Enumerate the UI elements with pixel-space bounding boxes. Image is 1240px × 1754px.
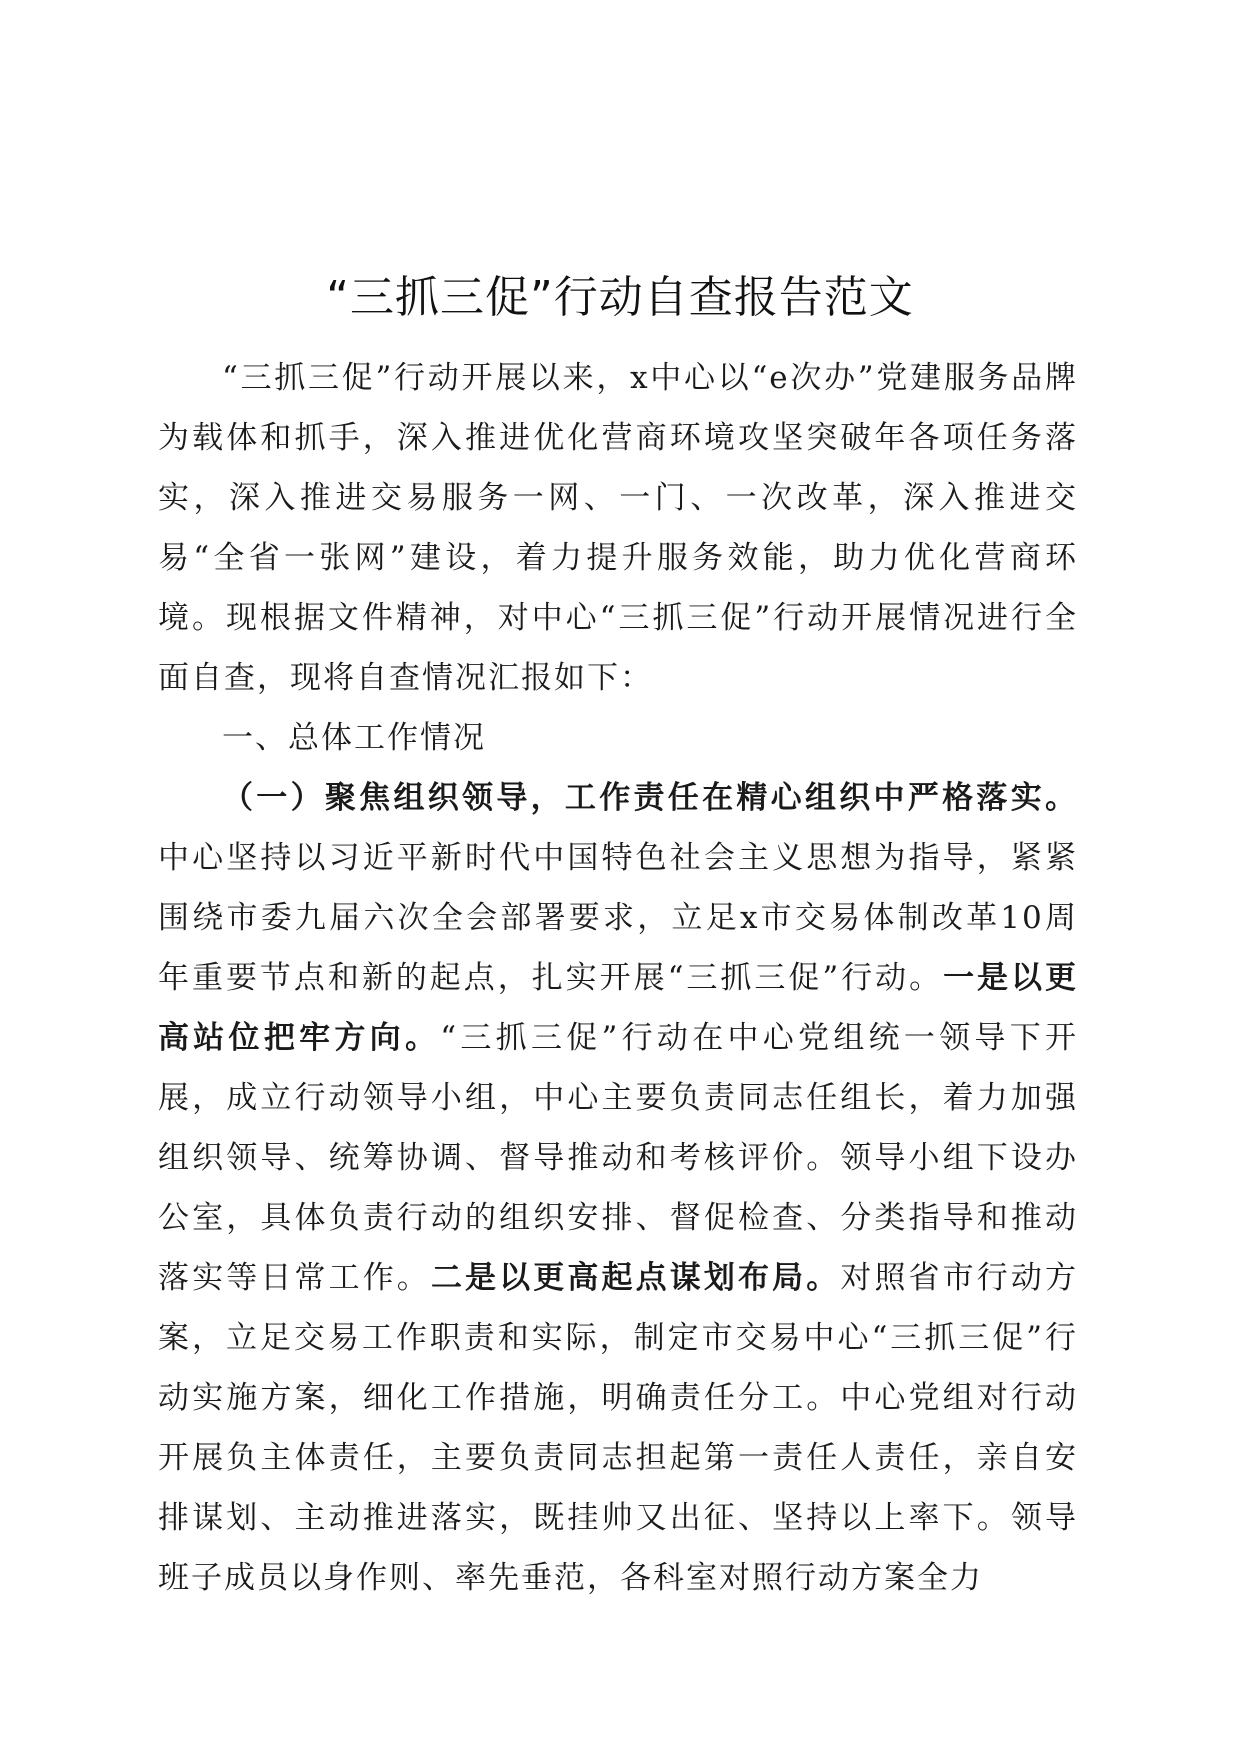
point-1-lead: 一是以更高站位把牢方向。: [158, 960, 1078, 1056]
document-title: “三抓三促”行动自查报告范文: [326, 272, 914, 323]
subsection-text: 中心坚持以习近平新时代中国特色社会主义思想为指导，紧紧围绕市委九届六次全会部署要求，立足x市交易体制改革10周年重要节点和新的起点，扎实开展“三抓三促”行动。: [158, 840, 1078, 996]
subsection-paragraph: [158, 768, 1078, 1608]
point-2-lead: 二是以更高起点谋划布局。: [430, 1260, 841, 1296]
intro-paragraph: “三抓三促”行动开展以来，x中心以“e次办”党建服务品牌为载体和抓手，深入推进优化营商环境攻坚突破年各项任务落实，深入推进交易服务一网、一门、一次改革，深入推进交易“全省一张网”建设，着力提升服务效能，助力优化营商环境。现根据文件精神，对中心“三抓三促”行动开展情况进行全面自查，现将自查情况汇报如下：: [158, 360, 1078, 696]
subsection-heading: （一）聚焦组织领导，工作责任在精心组织中严格落实。: [222, 780, 1078, 816]
section-heading: 一、总体工作情况: [222, 720, 486, 756]
point-1-text: “三抓三促”行动在中心党组统一领导下开展，成立行动领导小组，中心主要负责同志任组长，着力加强组织领导、统筹协调、督导推动和考核评价。领导小组下设办公室，具体负责行动的组织安排、督促检查、分类指导和推动落实等日常工作。: [158, 1020, 1078, 1296]
document-body: [158, 348, 1078, 1608]
point-2-text: 对照省市行动方案，立足交易工作职责和实际，制定市交易中心“三抓三促”行动实施方案，细化工作措施，明确责任分工。中心党组对行动开展负主体责任，主要负责同志担起第一责任人责任，亲自安排谋划、主动推进落实，既挂帅又出征、坚持以上率下。领导班子成员以身作则、率先垂范，各科室对照行动方案全力: [158, 1260, 1079, 1596]
